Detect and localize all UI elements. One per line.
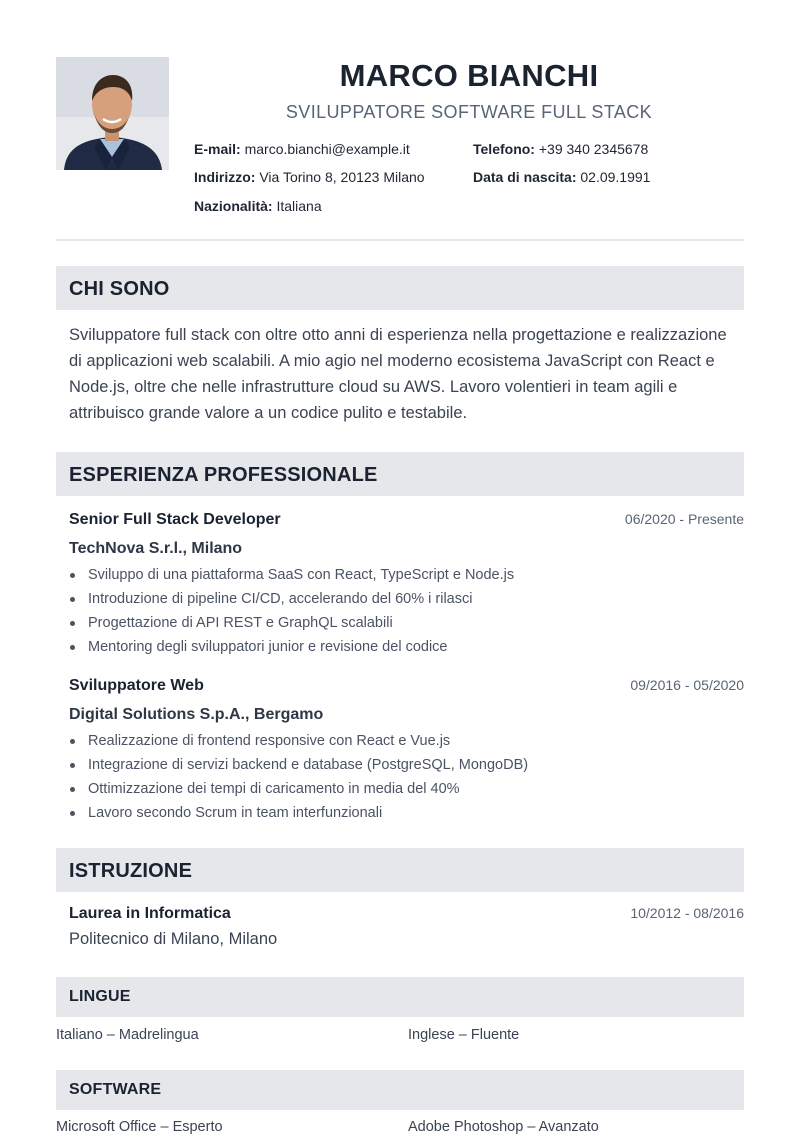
job-title: Sviluppatore Web xyxy=(69,677,204,694)
job-bullet-list xyxy=(69,563,514,659)
birthdate-contact xyxy=(473,169,650,185)
address-value: Via Torino 8, 20123 Milano xyxy=(259,169,425,185)
phone-label: Telefono: xyxy=(473,141,535,157)
software-section-title: SOFTWARE xyxy=(69,1081,162,1098)
job-company: TechNova S.r.l., Milano xyxy=(69,540,243,557)
email-contact xyxy=(194,141,410,157)
language-item: Inglese – Fluente xyxy=(408,1027,520,1043)
header-divider xyxy=(56,239,744,241)
profile-photo xyxy=(56,57,169,170)
job-bullet: Mentoring degli sviluppatori junior e revisione del codice xyxy=(69,635,514,659)
job-dates: 09/2016 - 05/2020 xyxy=(630,677,744,693)
birthdate-label: Data di nascita: xyxy=(473,169,577,185)
job-bullet-list xyxy=(69,729,528,825)
phone-contact xyxy=(473,141,648,157)
languages-section-title: LINGUE xyxy=(69,988,131,1005)
job-bullet: Integrazione di servizi backend e database (PostgreSQL, MongoDB) xyxy=(69,753,528,777)
school-name: Politecnico di Milano, Milano xyxy=(69,930,278,948)
about-text: Sviluppatore full stack con oltre otto anni di esperienza nella progettazione e realizzazione di applicazioni web scalabili. A mio agio nel moderno ecosistema JavaScript con React e Node.js, oltre che nelle infrastrutture cloud su AWS. Lavoro volentieri in team agili e attribuisco grande valore a un codice pulito e testabile. xyxy=(69,326,727,422)
address-contact xyxy=(194,169,425,185)
job-bullet: Sviluppo di una piattaforma SaaS con React, TypeScript e Node.js xyxy=(69,563,514,587)
about-section-header xyxy=(56,266,744,310)
degree-title: Laurea in Informatica xyxy=(69,905,231,922)
nationality-contact xyxy=(194,198,322,214)
education-section-title: ISTRUZIONE xyxy=(69,860,193,882)
address-label: Indirizzo: xyxy=(194,169,256,185)
job-bullet: Introduzione di pipeline CI/CD, accelerando del 60% i rilasci xyxy=(69,587,514,611)
degree-dates: 10/2012 - 08/2016 xyxy=(630,905,744,921)
job-bullet: Progettazione di API REST e GraphQL scalabili xyxy=(69,611,514,635)
software-item: Adobe Photoshop – Avanzato xyxy=(408,1119,599,1135)
phone-value: +39 340 2345678 xyxy=(538,141,649,157)
language-item: Italiano – Madrelingua xyxy=(56,1027,199,1043)
experience-section-header xyxy=(56,452,744,496)
email-value: marco.bianchi@example.it xyxy=(244,141,410,157)
candidate-name: MARCO BIANCHI xyxy=(339,58,599,93)
nationality-value: Italiana xyxy=(276,198,322,214)
birthdate-value: 02.09.1991 xyxy=(580,169,651,185)
job-company: Digital Solutions S.p.A., Bergamo xyxy=(69,706,324,723)
about-section-title: CHI SONO xyxy=(69,278,170,300)
candidate-role: SVILUPPATORE SOFTWARE FULL STACK xyxy=(285,102,653,122)
experience-section-title: ESPERIENZA PROFESSIONALE xyxy=(69,464,378,486)
software-item: Microsoft Office – Esperto xyxy=(56,1119,223,1135)
email-label: E-mail: xyxy=(194,141,241,157)
job-bullet: Ottimizzazione dei tempi di caricamento in media del 40% xyxy=(69,777,528,801)
job-title: Senior Full Stack Developer xyxy=(69,511,281,528)
software-section-header xyxy=(56,1070,744,1110)
job-bullet: Lavoro secondo Scrum in team interfunzionali xyxy=(69,801,528,825)
nationality-label: Nazionalità: xyxy=(194,198,273,214)
education-section-header xyxy=(56,848,744,892)
job-dates: 06/2020 - Presente xyxy=(624,511,744,527)
languages-section-header xyxy=(56,977,744,1017)
job-bullet: Realizzazione di frontend responsive con React e Vue.js xyxy=(69,729,528,753)
